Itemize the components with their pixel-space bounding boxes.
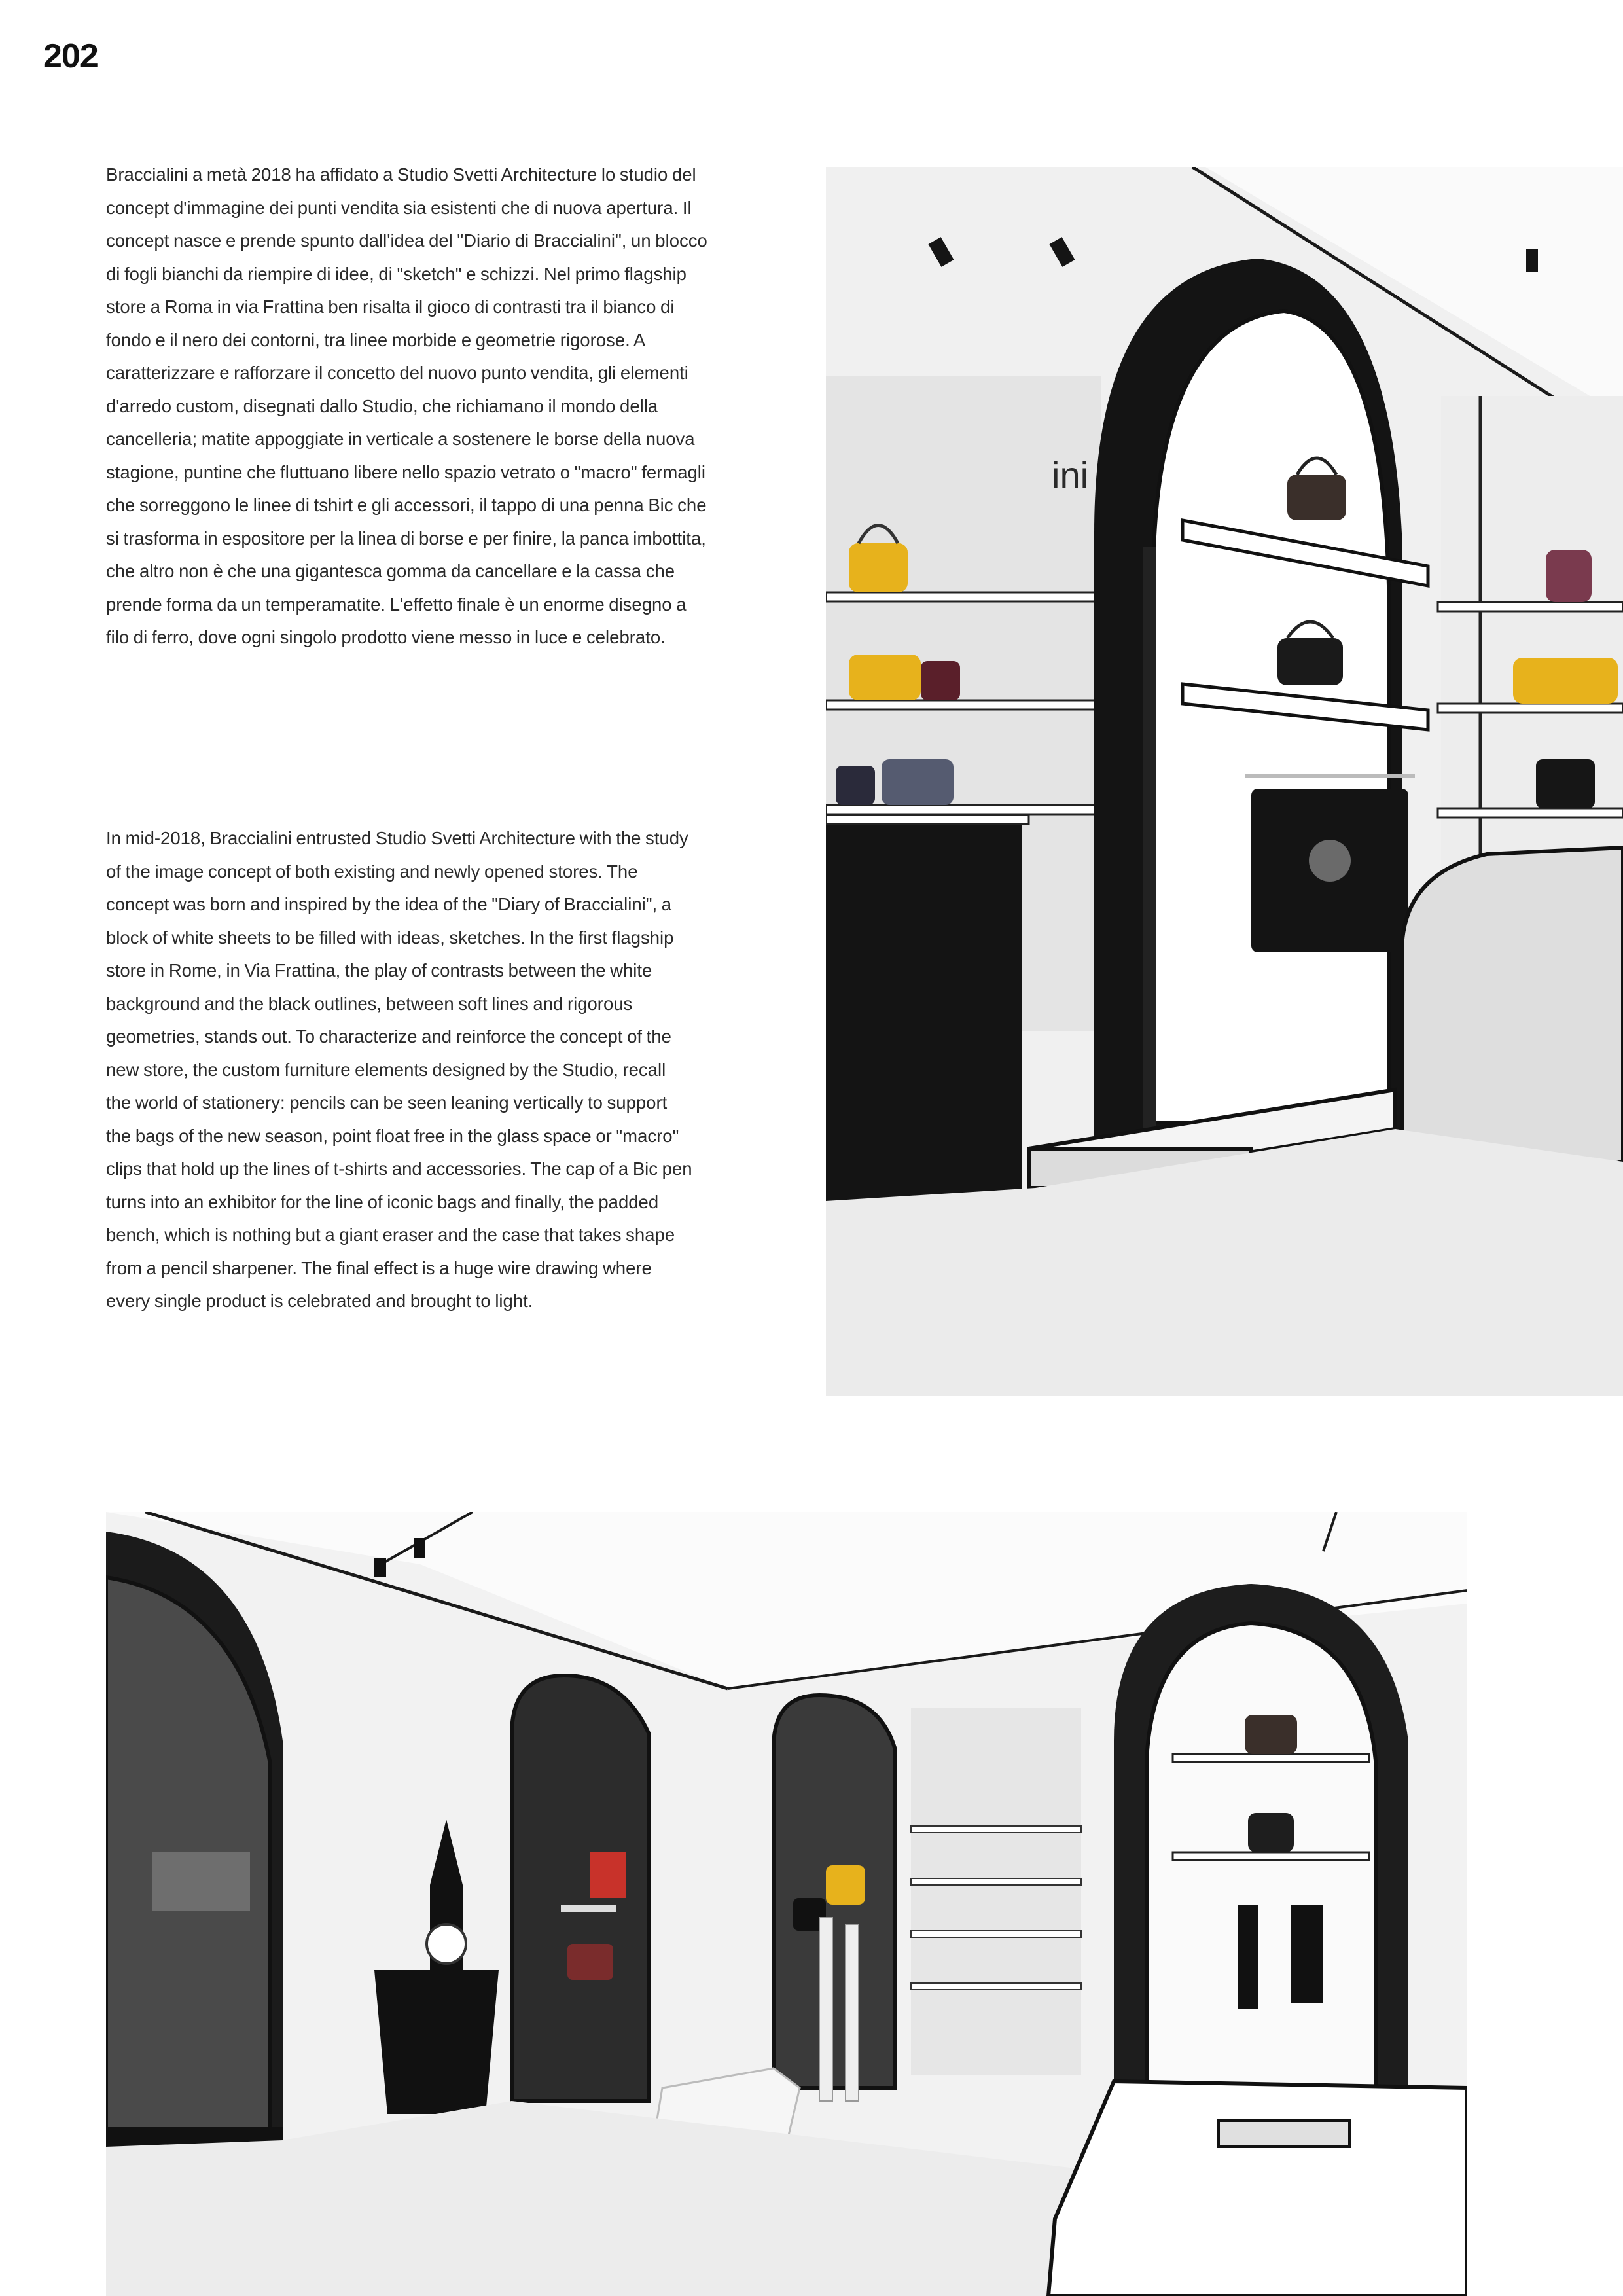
article-text-italian — [106, 158, 708, 655]
wide-arches-illustration — [106, 1512, 1467, 2296]
article-text-english — [106, 822, 695, 1318]
arch-shelves-illustration — [826, 167, 1623, 1396]
italian-paragraph: Braccialini a metà 2018 ha affidato a Studio Svetti Architecture lo studio del concept d'immagine dei punti vendita sia esistenti che di nuova apertura. Il concept nasce e prende spunto dall'idea del "Diario di Braccialini", un blocco di fogli bianchi da riempire di idee, di "sketch" e schizzi. Nel primo flagship store a Roma in via Frattina ben risalta il gioco di contrasti tra il bianco di fondo e il nero dei contorni, tra linee morbide e geometrie rigorose. A caratterizzare e rafforzare il concetto del nuovo punto vendita, gli elementi d'arredo custom, disegnati dallo Studio, che richiamano il mondo della cancelleria; matite appoggiate in verticale a sostenere le borse della nuova stagione, puntine che fluttuano libere nello spazio vetrato o "macro" fermagli che sorreggono le linee di tshirt e gli accessori, il tappo di una penna Bic che si trasforma in espositore per la linea di borse e per finire, la panca imbottita, che altro non è che una gigantesca gomma da cancellare e la cassa che prende forma da un temperamatite. L'effetto finale è un enorme disegno a filo di ferro, dove ogni singolo prodotto viene messo in luce e celebrato. — [106, 164, 707, 647]
store-interior-photo-arch-shelves — [826, 167, 1623, 1396]
wall-sign-text: ini — [1052, 454, 1089, 495]
page-number: 202 — [43, 37, 98, 75]
store-interior-photo-wide-arches — [106, 1512, 1467, 2296]
english-paragraph: In mid-2018, Braccialini entrusted Studio Svetti Architecture with the study of the image concept of both existing and newly opened stores. The concept was born and inspired by the idea of the "Diary of Braccialini", a block of white sheets to be filled with ideas, sketches. In the first flagship store in Rome, in Via Frattina, the play of contrasts between the white background and the black outlines, between soft lines and rigorous geometries, stands out. To characterize and reinforce the concept of the new store, the custom furniture elements designed by the Studio, recall the world of stationery: pencils can be seen leaning vertically to support the bags of the new season, point float free in the glass space or "macro" clips that hold up the lines of t-shirts and accessories. The cap of a Bic pen turns into an exhibitor for the line of iconic bags and finally, the padded bench, which is nothing but a giant eraser and the case that takes shape from a pencil sharpener. The final effect is a huge wire drawing where every single product is celebrated and brought to light. — [106, 828, 692, 1311]
